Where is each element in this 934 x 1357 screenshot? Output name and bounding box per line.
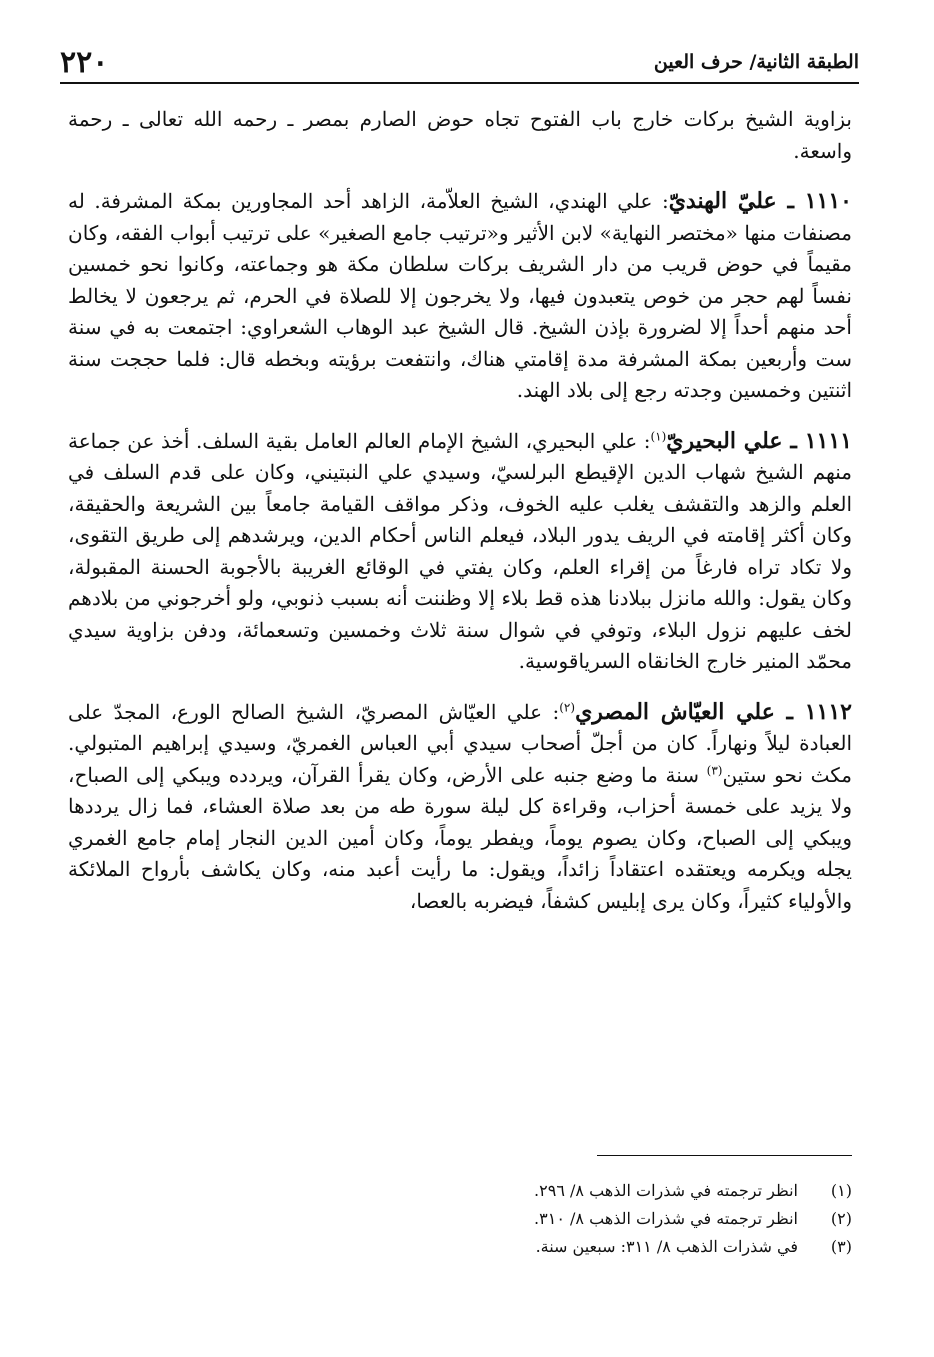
footnote [68, 1177, 852, 1205]
page-number: ٢٢٠ [60, 44, 109, 80]
footnote-text: انظر ترجمته في شذرات الذهب ٨/ ٣١٠. [534, 1209, 798, 1228]
footnotes [68, 1177, 852, 1261]
entry-paragraph [68, 426, 852, 678]
footnote-divider [597, 1155, 852, 1156]
intro-paragraph [68, 104, 852, 167]
running-title: الطبقة الثانية/ حرف العين [653, 51, 859, 73]
footnote-number: (١) [830, 1181, 852, 1200]
footnote [68, 1205, 852, 1233]
entry-text: : علي البحيري، الشيخ الإمام العالم العامل بقية السلف. أخذ عن جماعة منهم الشيخ شهاب الدين الإقيطع البرلسيّ، وسيدي علي النبتيني، وكان على قدم السلف في العلم والزهد والتقشف يغلب عليه الخوف، وذكر مواقف القيامة جامعاً بين الشريعة والحقيقة، وكان أكثر إقامته في الريف يدور البلاد، فيعلم الناس أحكام الدين، ويرشدهم إلى طريق التقوى، ولا تكاد تراه فارغاً من إقراء العلم، وكان يفتي في الوقائع الغريبة بالأجوبة الحسنة المقبولة، وكان يقول: والله مانزل ببلادنا هذه قط بلاء إلا وظننت أنه بسبب ذنوبي، ولو أخرجوني من بلادهم لخف عليهم نزول البلاء، وتوفي في شوال سنة ثلاث وخمسين وتسعمائة، ودفن بزاوية سيدي محمّد المنير خارج الخانقاه السرياقوسية. [68, 428, 852, 673]
footnote-text: في شذرات الذهب ٨/ ٣١١: سبعين سنة. [535, 1237, 798, 1256]
entry-text: : علي العيّاش المصريّ، الشيخ الصالح الورع، المجدّ على العبادة ليلاً ونهاراً. كان من أجلّ أصحاب سيدي أبي العباس الغمريّ، وسيدي إبراهيم المتبولي. مكث نحو ستين [68, 699, 852, 787]
entry-text: : علي الهندي، الشيخ العلاّمة، الزاهد أحد المجاورين بمكة المشرفة. له مصنفات منها «مختصر النهاية» لابن الأثير و«ترتيب جامع الصغير» على ترتيب أبواب الفقه، وكان مقيماً في حوض قريب من دار الشريف بركات سلطان مكة هو وجماعته، وكانوا نحو خمسين نفساً لهم حجر من خوص يتعبدون فيها، ولا يخرجون إلا للصلاة في الحرم، ثم يرجعون لا يخالط أحد منهم أحداً إلا لضرورة بإذن الشيخ. قال الشيخ عبد الوهاب الشعراوي: اجتمعت به في سنة ست وأربعين بمكة المشرفة مدة إقامتي هناك، وانتفعت برؤيته وبخطه قال: فلما حججت سنة اثنتين وخمسين وجدته رجع إلى بلاد الهند. [68, 189, 852, 402]
footnote-text: انظر ترجمته في شذرات الذهب ٨/ ٢٩٦. [534, 1181, 798, 1200]
footnote-ref: (٣) [706, 762, 723, 777]
page-header [60, 42, 859, 84]
footnote-number: (٣) [830, 1237, 852, 1256]
footnote-number: (٢) [830, 1209, 852, 1228]
main-text [68, 104, 852, 936]
entry-heading: ١١١١ ـ علي البحيريّ [666, 427, 852, 454]
entry-paragraph [68, 697, 852, 918]
intro-text: بزاوية الشيخ بركات خارج باب الفتوح تجاه حوض الصارم بمصر ـ رحمه الله تعالى ـ رحمة واسعة. [68, 107, 852, 163]
entry-heading: ١١١٢ ـ علي العيّاش المصري [575, 698, 852, 725]
entry-heading: ١١١٠ ـ عليّ الهنديّ [668, 188, 852, 214]
footnote-ref: (١) [650, 428, 667, 443]
footnote-ref: (٢) [559, 699, 576, 714]
entry-text-continued: سنة ما وضع جنبه على الأرض، وكان يقرأ القرآن، ويردده ويبكي إلى الصباح، ولا يزيد على خمسة أحزاب، وقراءة كل ليلة سورة طه من بعد صلاة العشاء، فما زال يرددها ويبكي إلى الصباح، وكان يصوم يوماً، ويفطر يوماً، وكان أمين الدين النجار إمام جامع الغمري يجله ويكرمه ويعتقده اعتقاداً زائداً، ويقول: ما رأيت أعبد منه، وكان يكاشف بأرواح الملائكة والأولياء كثيراً، وكان يرى إبليس كشفاً، فيضربه بالعصا، [68, 762, 852, 913]
entry-paragraph [68, 186, 852, 407]
footnote [68, 1233, 852, 1261]
